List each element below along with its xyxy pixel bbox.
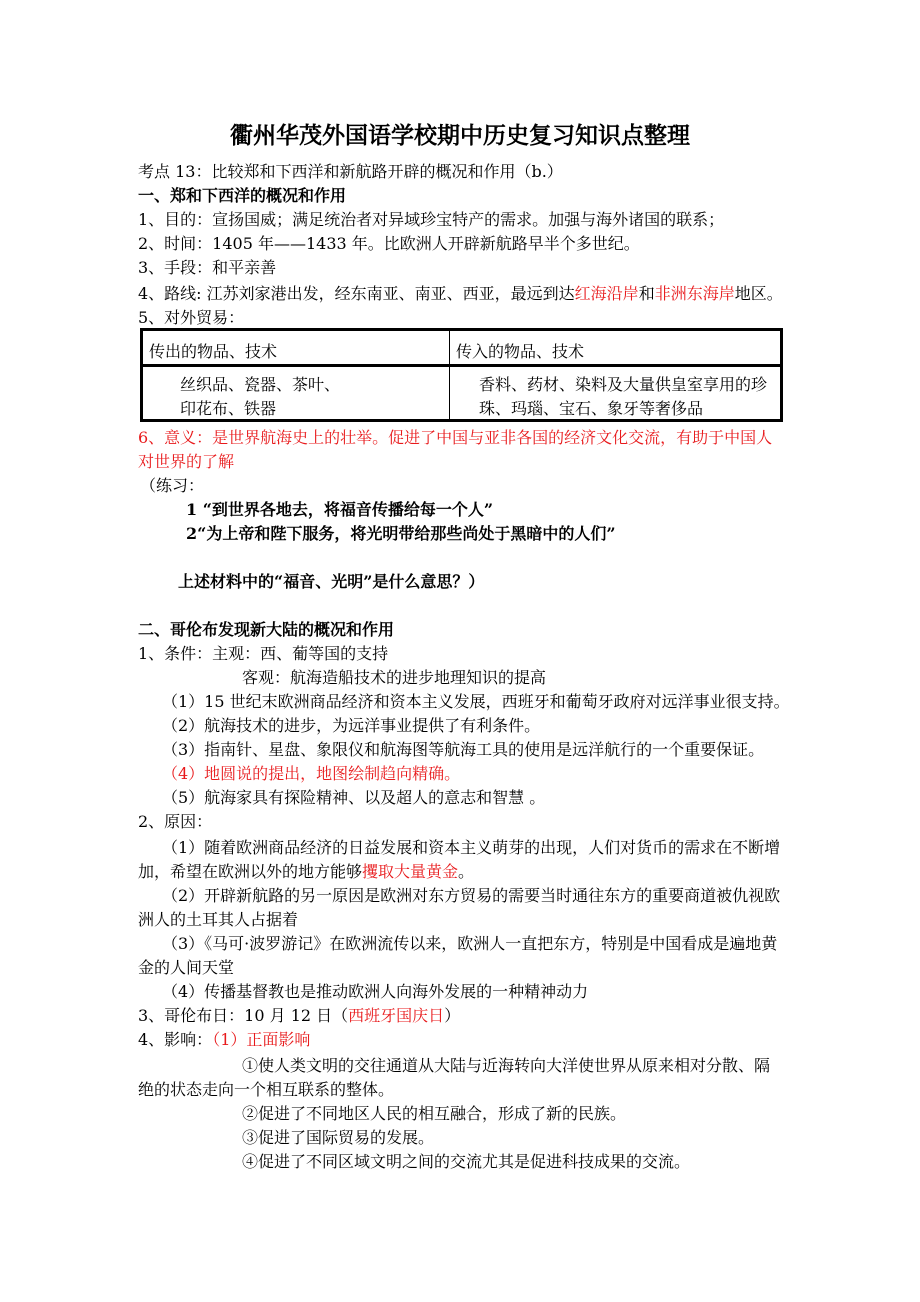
reason-4: （4）传播基督教也是推动欧洲人向海外发展的一种精神动力 [162,982,589,1001]
table-header-imports: 传入的物品、技术 [456,342,585,361]
table-cell-exports-1: 丝织品、瓷器、茶叶、 [180,375,341,394]
document-title: 衢州华茂外国语学校期中历史复习知识点整理 [230,122,690,149]
impact-1-line-2: 绝的状态走向一个相互联系的整体。 [138,1080,395,1099]
trade-line: 5、对外贸易： [138,308,245,327]
impact-1-line-1: ①使人类文明的交往通道从大陆与近海转向大洋使世界从原来相对分散、隔 [242,1056,771,1075]
section-1-heading: 一、郑和下西洋的概况和作用 [138,186,347,205]
table-cell-imports-2: 珠、玛瑙、宝石、象牙等奢侈品 [479,399,704,418]
reason-1-line-2: 加，希望在欧洲以外的地方能够攫取大量黄金。 [138,862,475,881]
condition-1: （1）15 世纪末欧洲商品经济和资本主义发展，西班牙和葡萄牙政府对远洋事业很支持。 [162,692,790,711]
means-line: 3、手段：和平亲善 [138,258,277,277]
impact-2: ②促进了不同地区人民的相互融合，形成了新的民族。 [242,1104,627,1123]
columbus-day: 3、哥伦布日：10 月 12 日（西班牙国庆日） [138,1006,461,1025]
exercise-quote-2: 2“为上帝和陛下服务，将光明带给那些尚处于黑暗中的人们” [186,524,616,543]
significance-line-2: 对世界的了解 [138,452,235,471]
condition-3: （3）指南针、星盘、象限仪和航海图等航海工具的使用是远洋航行的一个重要保证。 [162,740,765,759]
time-line: 2、时间：1405 年——1433 年。比欧洲人开辟新航路早半个多世纪。 [138,234,640,253]
table-header-exports: 传出的物品、技术 [149,342,278,361]
exercise-quote-1: 1 “到世界各地去，将福音传播给每一个人” [186,500,494,519]
purpose-line: 1、目的：宣扬国威；满足统治者对异域珍宝特产的需求。加强与海外诸国的联系； [138,210,725,229]
section-2-heading: 二、哥伦布发现新大陆的概况和作用 [138,620,395,639]
reason-1-line-1: （1）随着欧洲商品经济的日益发展和资本主义萌芽的出现，人们对货币的需求在不断增 [162,838,781,857]
impact-4: ④促进了不同区域文明之间的交流尤其是促进科技成果的交流。 [242,1152,691,1171]
exam-point: 考点 13：比较郑和下西洋和新航路开辟的概况和作用（b.） [138,162,563,181]
condition-4: （4）地圆说的提出，地图绘制趋向精确。 [162,764,461,783]
table-cell-exports-2: 印花布、铁器 [180,399,277,418]
impact-label: 4、影响：（1）正面影响 [138,1030,311,1049]
table-divider [449,331,450,419]
condition-2: （2）航海技术的进步，为远洋事业提供了有利条件。 [162,716,541,735]
table-cell-imports-1: 香料、药材、染料及大量供皇室享用的珍 [479,375,768,394]
table-header-rule [143,364,780,367]
trade-table [140,328,783,422]
exercise-label: （练习： [140,476,205,495]
condition-5: （5）航海家具有探险精神、以及超人的意志和智慧 。 [162,788,546,807]
conditions-subjective: 1、条件：主观：西、葡等国的支持 [138,644,389,663]
significance-line-1: 6、意义：是世界航海史上的壮举。促进了中国与亚非各国的经济文化交流，有助于中国人 [138,428,773,447]
reason-2-line-1: （2）开辟新航路的另一原因是欧洲对东方贸易的需要当时通往东方的重要商道被仇视欧 [162,886,781,905]
impact-3: ③促进了国际贸易的发展。 [242,1128,435,1147]
reason-3-line-2: 金的人间天堂 [138,958,235,977]
reason-2-line-2: 洲人的土耳其人占据着 [138,910,299,929]
exercise-question: 上述材料中的“福音、光明”是什么意思？） [178,572,485,591]
reason-3-line-1: （3）《马可·波罗游记》在欧洲流传以来，欧洲人一直把东方，特别是中国看成是遍地黄 [162,934,778,953]
route-line: 4、路线: 江苏刘家港出发，经东南亚、南亚、西亚，最远到达红海沿岸和非洲东海岸地区。 [138,284,783,303]
reasons-label: 2、原因： [138,812,213,831]
conditions-objective: 客观：航海造船技术的进步地理知识的提高 [242,668,547,687]
